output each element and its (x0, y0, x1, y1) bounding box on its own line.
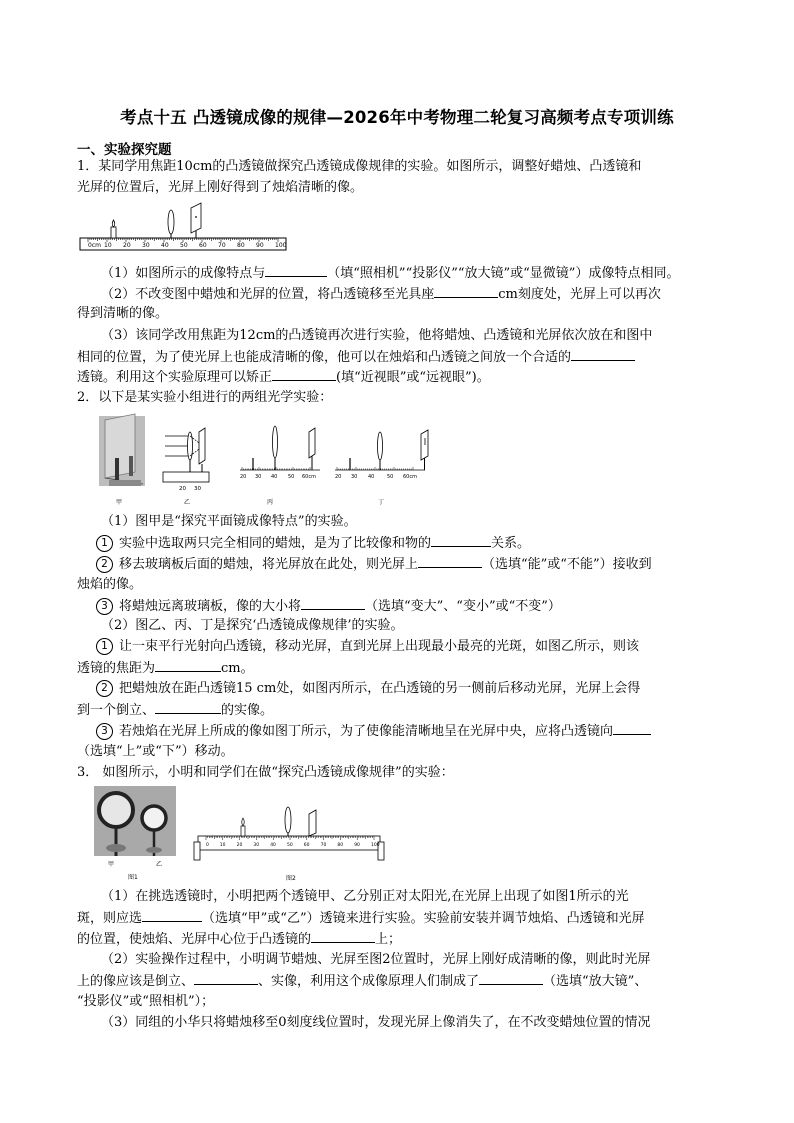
ruler-tick-label: 40 (270, 843, 276, 848)
ruler-tick-label: 100 (275, 242, 287, 249)
ruler-tick-label: 60 (303, 843, 310, 848)
answer-blank[interactable] (418, 555, 482, 568)
q2-part1-item1: 1 实验中选取两只完全相同的蜡烛，是为了比较像和物的 关系。 (96, 534, 530, 553)
q2-part1: （1）图甲是“探究平面镜成像特点”的实验。 (101, 514, 357, 529)
fig-c-tick: 50 (288, 474, 295, 480)
ruler-tick-label: 10 (219, 843, 226, 848)
q2-part1-item3: 3 将蜡烛远离玻璃板，像的大小将 （选填“变大”、“变小”或“不变”） (96, 597, 561, 616)
answer-blank[interactable] (431, 534, 491, 547)
q3-line-1: 3． 如图所示，小明和同学们在做“探究凸透镜成像规律”的实验： (77, 765, 454, 780)
q3-part2-line2: 上的像应该是倒立、 、实像，利用这个成像原理人们制成了 （选填“放大镜”、 (77, 974, 648, 989)
fig1-label-jia: 甲 (108, 861, 115, 868)
q3-part2-line1: （2）实验操作过程中，小明调节蜡烛、光屏至图2位置时，光屏上刚好成清晰的像，则此时光屏 (101, 952, 651, 967)
q1-part2-cont: 得到清晰的像。 (77, 306, 169, 321)
ruler-tick-label: 10 (104, 242, 112, 249)
fig-label-ding: 丁 (378, 499, 385, 506)
fig-c-tick: 30 (255, 474, 262, 480)
ruler-tick-label: 50 (180, 242, 188, 249)
ruler-tick-label: 90 (256, 242, 264, 249)
fig-c-tick: 20 (240, 474, 247, 480)
answer-blank[interactable] (155, 659, 221, 672)
answer-blank[interactable] (301, 597, 365, 610)
q1-line-1: 1．某同学用焦距10cm的凸透镜做探究凸透镜成像规律的实验。如图所示，调整好蜡烛、凸透镜和 (77, 159, 642, 174)
answer-blank[interactable] (479, 972, 543, 985)
q1-part1: （1）如图所示的成像特点与 （填“照相机”“投影仪”“放大镜”或“显微镜”）成像特点相同。 (101, 266, 680, 281)
fig1-label-yi: 乙 (156, 861, 163, 868)
ruler-tick-label: 100 (371, 843, 380, 848)
svg-text:30: 30 (194, 486, 201, 492)
fig-c-tick: 40 (271, 474, 278, 480)
q2-experiment-figures (95, 412, 435, 512)
fig2-caption: 图2 (286, 875, 296, 882)
q3-part2-line3: “投影仪”或“照相机”）； (77, 994, 215, 1009)
q2-part2-item2: 2 把蜡烛放在距凸透镜15 cm处，如图丙所示，在凸透镜的另一侧前后移动光屏，光屏上会得 (96, 680, 640, 698)
q3-part1-line1: （1）在挑选透镜时，小明把两个透镜甲、乙分别正对太阳光,在光屏上出现了如图1所示的光 (101, 889, 629, 904)
section-heading: 一、实验探究题 (77, 142, 172, 158)
fig-label-yi: 乙 (184, 499, 191, 506)
fig-label-jia: 甲 (116, 499, 123, 506)
q2-part2-item2-cont: 到一个倒立、 的实像。 (77, 703, 274, 718)
fig1-caption: 图1 (128, 874, 138, 881)
ruler-tick-label: 0cm (88, 242, 101, 249)
page-title: 考点十五 凸透镜成像的规律—2026年中考物理二轮复习高频考点专项训练 (120, 108, 674, 127)
q1-part3-line3: 透镜。利用这个实验原理可以矫正 (填“近视眼”或“远视眼”)。 (77, 370, 490, 385)
ruler-tick-label: 30 (142, 242, 150, 249)
answer-blank[interactable] (272, 368, 336, 381)
q2-part2-item3-cont: （选填“上”或“下”）移动。 (77, 744, 234, 759)
q3-fig1-lenses-photo (94, 786, 178, 882)
q1-line-2: 光屏的位置后，光屏上刚好得到了烛焰清晰的像。 (77, 180, 364, 195)
q3-part1-line3: 的位置，使烛焰、光屏中心位于凸透镜的 上； (77, 932, 402, 947)
q2-part2: （2）图乙、丙、丁是探究‘凸透镜成像规律’的实验。 (101, 618, 404, 633)
ruler-tick-label: 20 (236, 843, 243, 848)
ruler-tick-label: 80 (237, 242, 245, 249)
answer-blank[interactable] (311, 930, 375, 943)
svg-text:30: 30 (351, 474, 358, 480)
q2-line-1: 2．以下是某实验小组进行的两组光学实验： (77, 390, 333, 405)
q2-part2-item1-cont: 透镜的焦距为 cm。 (77, 661, 254, 676)
ruler-tick-label: 90 (354, 843, 360, 848)
q2-part2-item3: 3 若烛焰在光屏上所成的像如图丁所示，为了使像能清晰地呈在光屏中央，应将凸透镜向 (96, 722, 651, 741)
fig-label-bing: 丙 (267, 499, 274, 506)
answer-blank[interactable] (434, 285, 498, 298)
answer-blank[interactable] (155, 701, 221, 714)
answer-blank[interactable] (265, 264, 327, 277)
ruler-tick-label: 70 (320, 843, 327, 848)
svg-text:60cm: 60cm (403, 474, 417, 480)
ruler-tick-label: 60 (199, 242, 207, 249)
ruler-tick-label: 30 (253, 843, 260, 848)
svg-text:20: 20 (179, 486, 186, 492)
answer-blank[interactable] (194, 972, 258, 985)
q1-part3-line2: 相同的位置，为了使光屏上也能成清晰的像，他可以在烛焰和凸透镜之间放一个合适的 (77, 348, 635, 367)
q1-part2: （2）不改变图中蜡烛和光屏的位置，将凸透镜移至光具座 cm刻度处，光屏上可以再次 (101, 287, 661, 302)
svg-text:40: 40 (368, 474, 375, 480)
q1-part3-line1: （3）该同学改用焦距为12cm的凸透镜再次进行实验，他将蜡烛、凸透镜和光屏依次放在和图中 (101, 328, 653, 343)
q2-part2-item1: 1 让一束平行光射向凸透镜，移动光屏，直到光屏上出现最小最亮的光斑，如图乙所示，则该 (96, 638, 639, 656)
answer-blank[interactable] (142, 909, 202, 922)
q3-part3-line1: （3）同组的小华只将蜡烛移至0刻度线位置时，发现光屏上像消失了，在不改变蜡烛位置的情况 (101, 1015, 651, 1030)
q2-part1-item2-cont: 烛焰的像。 (77, 577, 143, 592)
q1-optical-bench-figure (78, 200, 290, 262)
ruler-tick-label: 0 (206, 843, 209, 848)
ruler-tick-label: 70 (218, 242, 226, 249)
svg-text:20: 20 (335, 474, 342, 480)
q3-part1-line2: 斑，则应选 （选填“甲”或“乙”）透镜来进行实验。实验前安装并调节烛焰、凸透镜和光屏 (77, 911, 645, 926)
fig-c-tick: 60cm (302, 474, 316, 480)
ruler-tick-label: 40 (161, 242, 169, 249)
answer-blank[interactable] (571, 348, 635, 361)
ruler-tick-label: 50 (287, 843, 293, 848)
ruler-tick-label: 80 (337, 843, 344, 848)
q2-part1-item2: 2 移去玻璃板后面的蜡烛，将光屏放在此处，则光屏上 （选填“能”或“不能”）接收到 (96, 555, 652, 574)
ruler-tick-label: 20 (123, 242, 131, 249)
answer-blank[interactable] (613, 722, 651, 735)
q3-fig2-optical-bench (190, 800, 390, 882)
svg-text:50: 50 (387, 474, 394, 480)
